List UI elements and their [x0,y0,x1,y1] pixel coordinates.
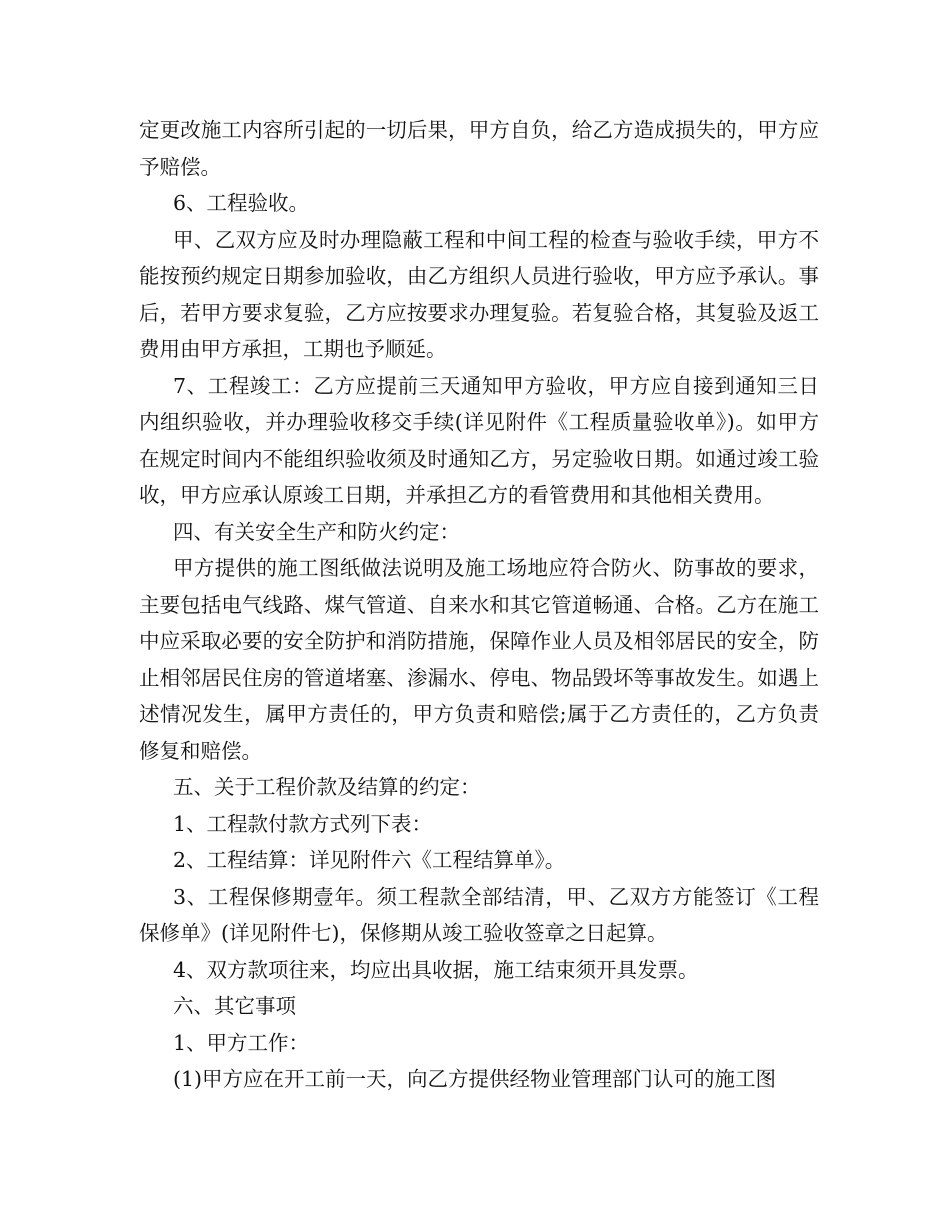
paragraph-acceptance: 甲、乙双方应及时办理隐蔽工程和中间工程的检查与验收手续，甲方不能按预约规定日期参加验收，由乙方组织人员进行验收，甲方应予承认。事后，若甲方要求复验，乙方应按要求办理复验。若复验合格，其复验及返工费用由甲方承担，工期也予顺延。 [139,227,819,361]
paragraph-consequences: 定更改施工内容所引起的一切后果，甲方自负，给乙方造成损失的，甲方应予赔偿。 [139,118,819,179]
heading-other-matters: 六、其它事项 [173,994,296,1018]
heading-payment: 五、关于工程价款及结算的约定： [173,775,481,799]
paragraph-warranty: 3、工程保修期壹年。须工程款全部结清，甲、乙双方方能签订《工程保修单》(详见附件七)，保修期从竣工验收签章之日起算。 [139,884,819,945]
heading-acceptance: 6、工程验收。 [173,191,310,215]
heading-party-a-work: 1、甲方工作： [173,1030,310,1055]
paragraph-completion: 7、工程竣工：乙方应提前三天通知甲方验收，甲方应自接到通知三日内组织验收，并办理验收移交手续(详见附件《工程质量验收单》)。如甲方在规定时间内不能组织验收须及时通知乙方，另定验收日期。如通过竣工验收，甲方应承认原竣工日期，并承担乙方的看管费用和其他相关费用。 [139,373,819,507]
paragraph-party-a-item-1: (1)甲方应在开工前一天，向乙方提供经物业管理部门认可的施工图 [173,1067,777,1091]
document-body [139,112,819,1098]
paragraph-payment-method: 1、工程款付款方式列下表： [173,811,433,836]
heading-safety: 四、有关安全生产和防火约定： [173,519,460,544]
paragraph-safety: 甲方提供的施工图纸做法说明及施工场地应符合防火、防事故的要求，主要包括电气线路、煤气管道、自来水和其它管道畅通、合格。乙方在施工中应采取必要的安全防护和消防措施，保障作业人员及相邻居民的安全，防止相邻居民住房的管道堵塞、渗漏水、停电、物品毁坏等事故发生。如遇上述情况发生，属甲方责任的，甲方负责和赔偿;属于乙方责任的，乙方负责修复和赔偿。 [139,556,819,763]
paragraph-settlement: 2、工程结算：详见附件六《工程结算单》。 [173,848,566,872]
paragraph-receipts: 4、双方款项往来，均应出具收据，施工结束须开具发票。 [173,957,699,982]
